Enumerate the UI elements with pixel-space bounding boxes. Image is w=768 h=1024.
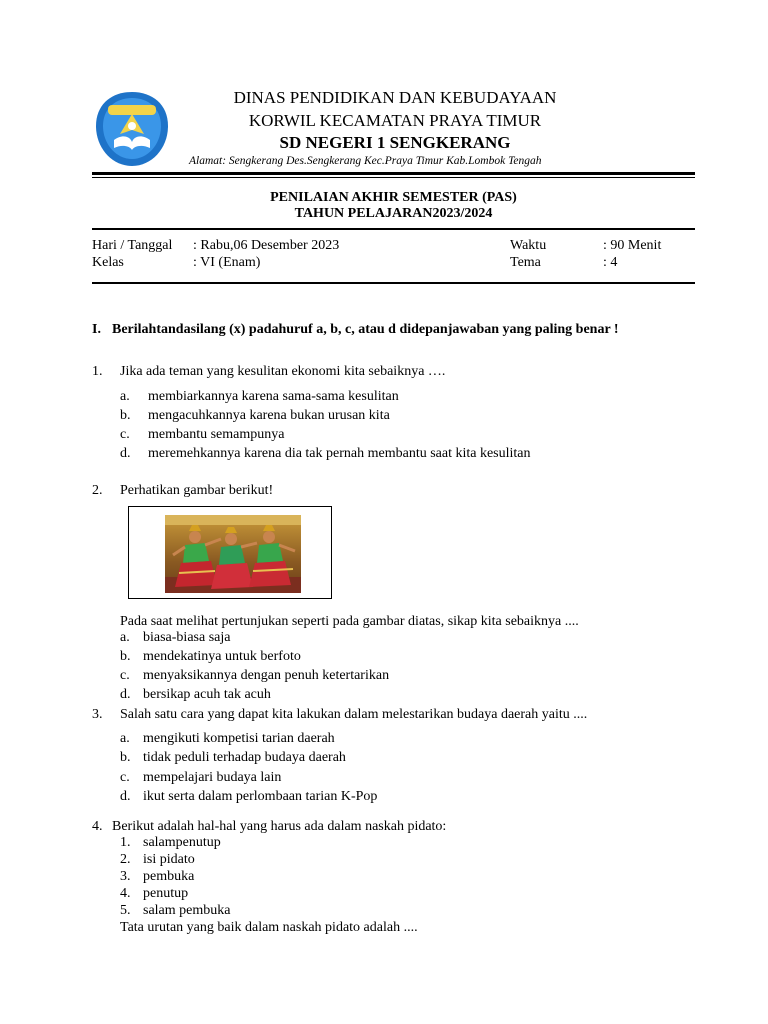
q3-option-a-letter: a. (120, 731, 130, 746)
q4-item-5: salam pembuka (143, 903, 231, 918)
q3-option-c: mempelajari budaya lain (143, 770, 282, 785)
traditional-dancers-image (165, 515, 301, 593)
q3-option-b: tidak peduli terhadap budaya daerah (143, 750, 346, 765)
q1-option-c: membantu semampunya (148, 427, 285, 442)
q1-number: 1. (92, 364, 103, 379)
section-number: I. (92, 322, 101, 337)
q4-text: Berikut adalah hal-hal yang harus ada dalam naskah pidato: (112, 819, 447, 834)
header-line-2: KORWIL KECAMATAN PRAYA TIMUR (248, 111, 542, 130)
q4-item-1: salampenutup (143, 835, 221, 850)
q1-option-a: membiarkannya karena sama-sama kesulitan (148, 389, 399, 404)
q4-item-1-number: 1. (120, 835, 131, 850)
q3-option-c-letter: c. (120, 770, 130, 785)
q2-number: 2. (92, 483, 103, 498)
q4-item-4-number: 4. (120, 886, 131, 901)
q4-item-3: pembuka (143, 869, 195, 884)
q3-option-b-letter: b. (120, 750, 131, 765)
q1-option-b: mengacuhkannya karena bukan urusan kita (148, 408, 390, 423)
q2-image-frame (128, 506, 332, 599)
q1-option-c-letter: c. (120, 427, 130, 442)
info-rule (92, 282, 695, 284)
header-rule-thick (92, 172, 695, 175)
q2-option-c-letter: c. (120, 668, 130, 683)
q1-option-a-letter: a. (120, 389, 130, 404)
q2-option-d: bersikap acuh tak acuh (143, 687, 271, 702)
school-name: SD NEGERI 1 SENGKERANG (279, 133, 511, 152)
header-line-1: DINAS PENDIDIKAN DAN KEBUDAYAAN (233, 88, 557, 107)
q1-option-d: meremehkannya karena dia tak pernah membantu saat kita kesulitan (148, 446, 531, 461)
q2-followup: Pada saat melihat pertunjukan seperti pada gambar diatas, sikap kita sebaiknya .... (120, 614, 579, 629)
title-rule (92, 228, 695, 230)
q2-option-a-letter: a. (120, 630, 130, 645)
day-value: : Rabu,06 Desember 2023 (193, 238, 340, 253)
q2-option-a: biasa-biasa saja (143, 630, 231, 645)
q4-number: 4. (92, 819, 103, 834)
class-label: Kelas (92, 255, 124, 270)
exam-title: PENILAIAN AKHIR SEMESTER (PAS) (270, 190, 517, 205)
q4-item-2: isi pidato (143, 852, 195, 867)
day-label: Hari / Tanggal (92, 238, 173, 253)
time-label: Waktu (510, 238, 547, 253)
header-rule-thin (92, 177, 695, 178)
q2-text: Perhatikan gambar berikut! (120, 483, 274, 498)
q3-option-d: ikut serta dalam perlombaan tarian K-Pop (143, 789, 378, 804)
time-value: : 90 Menit (603, 238, 662, 253)
q2-option-d-letter: d. (120, 687, 131, 702)
q4-item-2-number: 2. (120, 852, 131, 867)
q3-number: 3. (92, 707, 103, 722)
exam-year: TAHUN PELAJARAN2023/2024 (294, 206, 493, 221)
school-address: Alamat: Sengkerang Des.Sengkerang Kec.Praya Timur Kab.Lombok Tengah (189, 155, 542, 167)
q1-option-d-letter: d. (120, 446, 131, 461)
q2-option-b-letter: b. (120, 649, 131, 664)
q2-option-c: menyaksikannya dengan penuh ketertarikan (143, 668, 390, 683)
theme-label: Tema (510, 255, 541, 270)
class-value: : VI (Enam) (193, 255, 261, 270)
q3-text: Salah satu cara yang dapat kita lakukan dalam melestarikan budaya daerah yaitu .... (120, 707, 588, 722)
q4-item-4: penutup (143, 886, 189, 901)
q3-option-d-letter: d. (120, 789, 131, 804)
q2-option-b: mendekatinya untuk berfoto (143, 649, 301, 664)
theme-value: : 4 (603, 255, 618, 270)
section-instruction: Berilahtandasilang (x) padahuruf a, b, c, atau d didepanjawaban yang paling benar ! (112, 322, 619, 337)
q4-item-3-number: 3. (120, 869, 131, 884)
q4-followup: Tata urutan yang baik dalam naskah pidato adalah .... (120, 920, 418, 935)
q1-option-b-letter: b. (120, 408, 131, 423)
q4-item-5-number: 5. (120, 903, 131, 918)
q1-text: Jika ada teman yang kesulitan ekonomi kita sebaiknya …. (120, 364, 446, 379)
q3-option-a: mengikuti kompetisi tarian daerah (143, 731, 335, 746)
